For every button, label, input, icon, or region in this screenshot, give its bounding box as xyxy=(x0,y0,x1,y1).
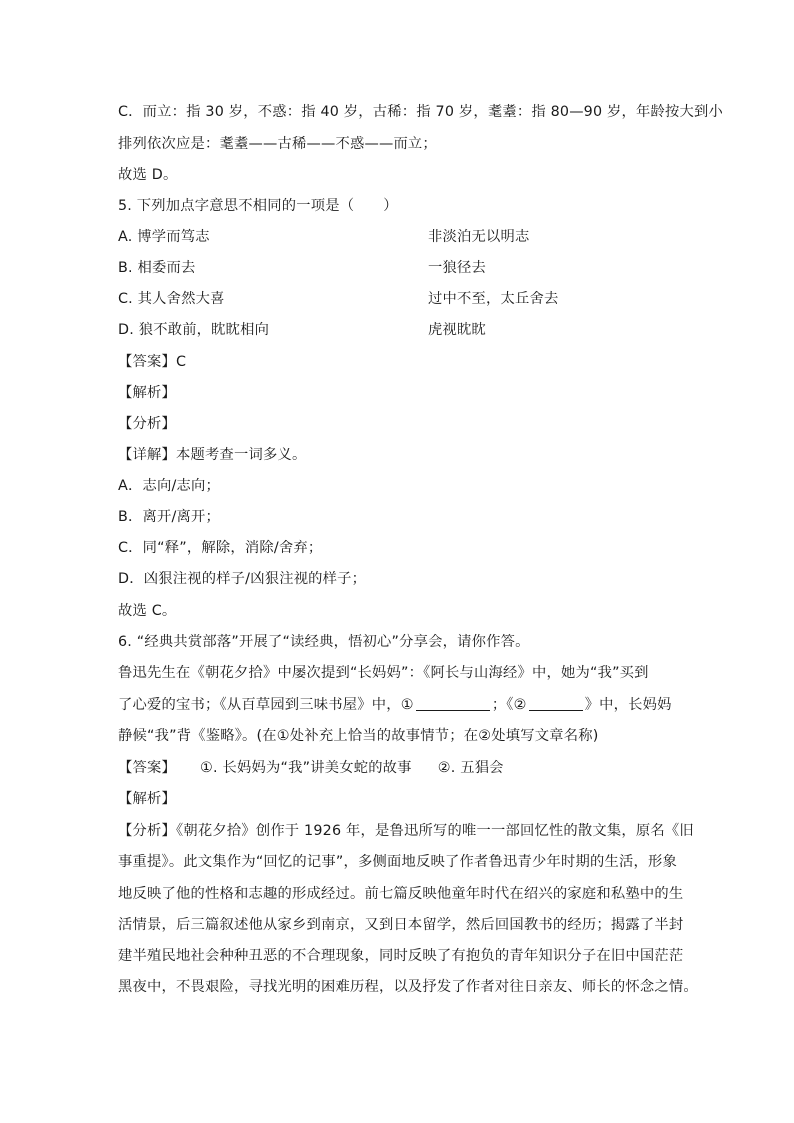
blank-2 xyxy=(529,696,583,711)
detail-line: A．志向/志向； xyxy=(118,478,220,494)
analysis-line: 黑夜中，不畏艰险，寻找光明的困难历程，以及抒发了作者对往日亲友、师长的怀念之情。 xyxy=(118,979,698,995)
analysis-line: 事重提》。此文集作为“回忆的记事”，多侧面地反映了作者鲁迅青少年时期的生活，形象 xyxy=(118,854,677,870)
option-d xyxy=(118,320,486,340)
option-right: 非淡泊无以明志 xyxy=(428,229,530,245)
answer-1: ①. 长妈妈为“我”讲美女蛇的故事 xyxy=(200,760,412,776)
analysis-label: 【解析】 xyxy=(118,791,176,807)
question-6-body: 鲁迅先生在《朝花夕拾》中屡次提到“长妈妈”：《阿长与山海经》中，她为“我”买到 xyxy=(118,665,649,681)
question-6-body: 静候“我”背《鉴略》。(在①处补充上恰当的故事情节；在②处填写文章名称) xyxy=(118,728,599,744)
option-right: 一狼径去 xyxy=(428,260,486,276)
option-right: 过中不至，太丘舍去 xyxy=(428,291,559,307)
option-left: B. 相委而去 xyxy=(118,260,196,276)
detail-line: B．离开/离开； xyxy=(118,509,221,525)
analysis-line: 【分析】《朝花夕拾》创作于 1926 年，是鲁迅所写的唯一一部回忆性的散文集，原名《旧 xyxy=(118,823,694,839)
answer-label: 【答案】C xyxy=(118,354,187,370)
question-6-title: 6. “经典共赏部落”开展了“读经典，悟初心”分享会，请你作答。 xyxy=(118,634,530,650)
option-c xyxy=(118,289,559,309)
analysis-label: 【分析】 xyxy=(118,416,176,432)
question-6-body: 了心爱的宝书；《从百草园到三味书屋》中，① ；《② 》中，长妈妈 xyxy=(118,697,672,713)
answer-2: ②. 五猖会 xyxy=(437,760,504,776)
answer-line xyxy=(118,758,504,778)
option-a xyxy=(118,227,530,247)
option-left: A. 博学而笃志 xyxy=(118,229,210,245)
text-line: 排列依次应是：耄耋——古稀——不惑——而立； xyxy=(118,136,437,152)
analysis-label: 【解析】 xyxy=(118,385,176,401)
analysis-line: 建半殖民地社会种种丑恶的不合理现象，同时反映了有抱负的青年知识分子在旧中国茫茫 xyxy=(118,948,684,964)
text-line: C．而立：指 30 岁，不惑：指 40 岁，古稀：指 70 岁，耄耋：指 80—90 岁，年龄按大到小 xyxy=(118,104,723,120)
option-right: 虎视眈眈 xyxy=(428,322,486,338)
analysis-line: 地反映了他的性格和志趣的形成经过。前七篇反映他童年时代在绍兴的家庭和私塾中的生 xyxy=(118,886,684,902)
option-left: D. 狼不敢前，眈眈相向 xyxy=(118,322,270,338)
detail-line: 故选 C。 xyxy=(118,603,177,619)
text-line: 故选 D。 xyxy=(118,167,178,183)
answer-label: 【答案】 xyxy=(118,760,176,776)
analysis-line: 活情景，后三篇叙述他从家乡到南京，又到日本留学，然后回国教书的经历；揭露了半封 xyxy=(118,917,684,933)
option-left: C. 其人舍然大喜 xyxy=(118,291,225,307)
question-5-title: 5. 下列加点字意思不相同的一项是（ ） xyxy=(118,198,398,214)
blank-1 xyxy=(416,696,490,711)
option-b xyxy=(118,258,486,278)
detail-line: 【详解】本题考查一词多义。 xyxy=(118,447,307,463)
detail-line: C．同“释”，解除，消除/舍弃； xyxy=(118,540,323,556)
detail-line: D．凶狠注视的样子/凶狠注视的样子； xyxy=(118,571,367,587)
